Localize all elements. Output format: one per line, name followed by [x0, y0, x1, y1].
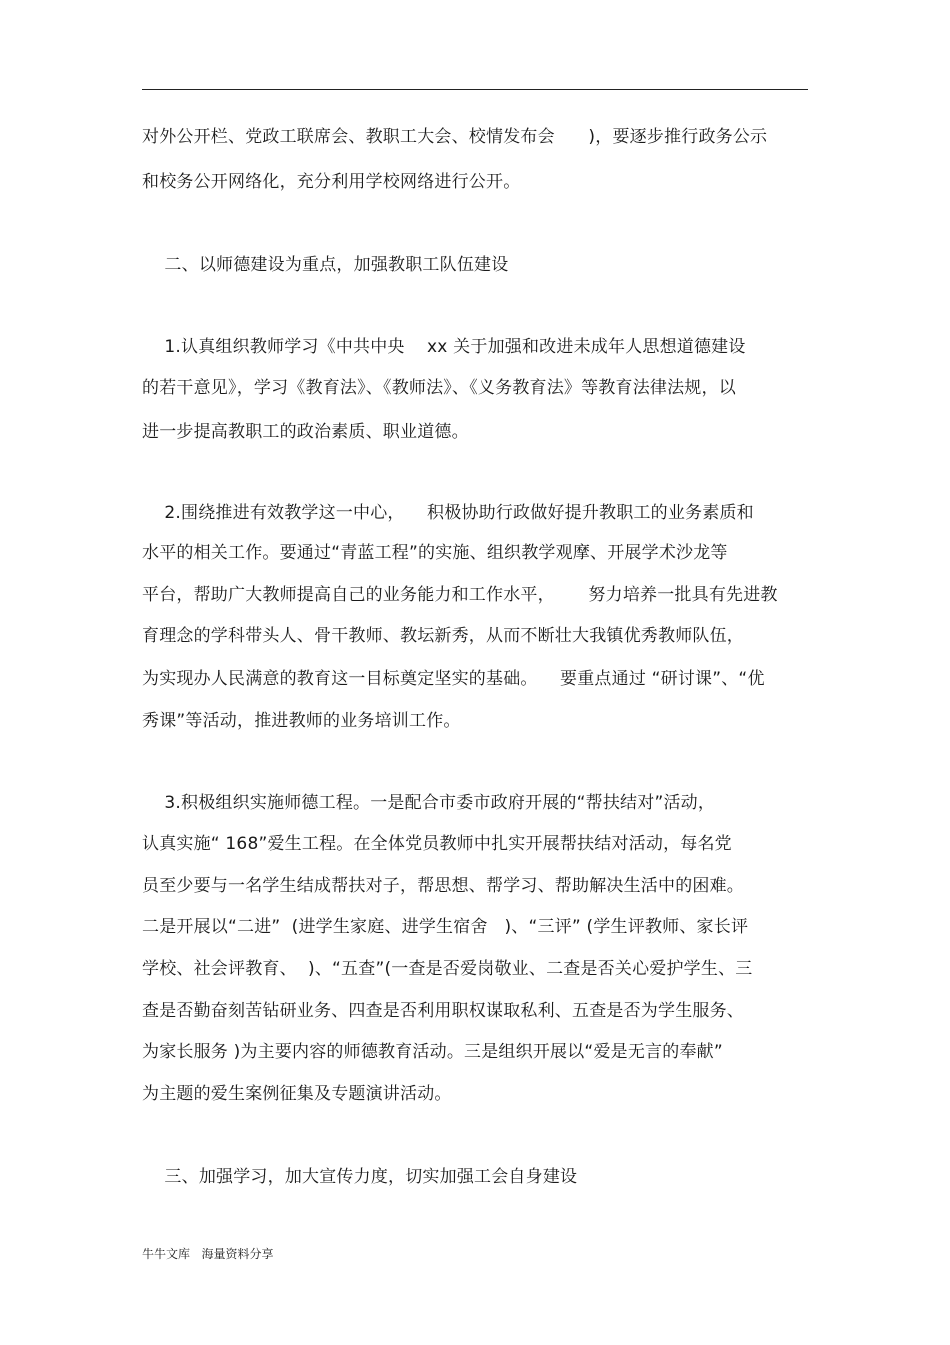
text-line: 二是开展以“二进” (进学生家庭、进学生宿舍 )、“三评” (学生评教师、家长评 — [142, 917, 749, 937]
text-line: 2.围绕推进有效教学这一中心， 积极协助行政做好提升教职工的业务素质和 — [142, 503, 754, 523]
footer-text: 牛牛文库 海量资料分享 — [142, 1247, 274, 1261]
text-line: 学校、社会评教育、 )、“五查”(一查是否爱岗敬业、二查是否关心爱护学生、三 — [142, 959, 753, 979]
text-line: 秀课”等活动，推进教师的业务培训工作。 — [142, 711, 461, 731]
section-heading: 二、以师德建设为重点，加强教职工队伍建设 — [142, 255, 509, 275]
header-rule — [142, 89, 808, 90]
text-line: 查是否勤奋刻苦钻研业务、四查是否利用职权谋取私利、五查是否为学生服务、 — [142, 1001, 744, 1021]
text-line: 的若干意见》，学习《教育法》、《教师法》、《义务教育法》等教育法律法规，以 — [142, 378, 736, 398]
text-line: 平台，帮助广大教师提高自己的业务能力和工作水平， 努力培养一批具有先进教 — [142, 585, 778, 605]
text-line: 员至少要与一名学生结成帮扶对子，帮思想、帮学习、帮助解决生活中的困难。 — [142, 876, 744, 896]
text-line: 进一步提高教职工的政治素质、职业道德。 — [142, 422, 469, 442]
text-line: 1.认真组织教师学习《中共中央 xx 关于加强和改进未成年人思想道德建设 — [142, 337, 746, 357]
text-line: 对外公开栏、党政工联席会、教职工大会、校情发布会 )，要逐步推行政务公示 — [142, 127, 768, 147]
text-line: 水平的相关工作。要通过“青蓝工程”的实施、组织教学观摩、开展学术沙龙等 — [142, 543, 728, 563]
text-line: 认真实施“ 168”爱生工程。在全体党员教师中扎实开展帮扶结对活动，每名党 — [142, 834, 732, 854]
text-line: 为主题的爱生案例征集及专题演讲活动。 — [142, 1084, 452, 1104]
section-heading: 三、加强学习，加大宣传力度，切实加强工会自身建设 — [142, 1167, 578, 1187]
text-line: 3.积极组织实施师德工程。一是配合市委市政府开展的“帮扶结对”活动， — [142, 793, 716, 813]
text-line: 育理念的学科带头人、骨干教师、教坛新秀，从而不断壮大我镇优秀教师队伍， — [142, 626, 744, 646]
text-line: 和校务公开网络化，充分利用学校网络进行公开。 — [142, 172, 521, 192]
text-line: 为家长服务 )为主要内容的师德教育活动。三是组织开展以“爱是无言的奉献” — [142, 1042, 723, 1062]
text-line: 为实现办人民满意的教育这一目标奠定坚实的基础。 要重点通过 “研讨课”、“优 — [142, 669, 765, 689]
